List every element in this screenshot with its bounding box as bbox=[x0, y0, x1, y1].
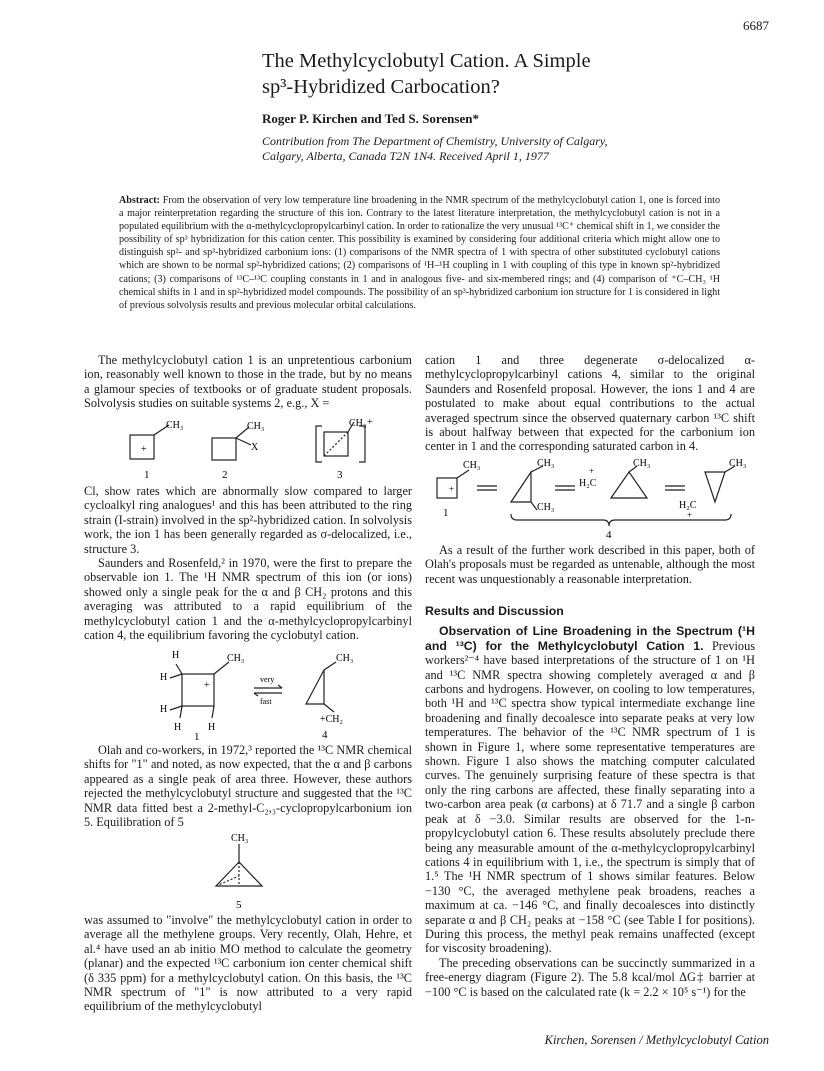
left-col-p2-block bbox=[84, 484, 412, 642]
abstract-label: Abstract: bbox=[119, 195, 160, 206]
scheme1-ch3-a: CH₃ bbox=[166, 420, 184, 431]
section-heading-results: Results and Discussion bbox=[425, 604, 564, 618]
right-paragraph-3-text: Previous workers²⁻⁴ have based interpretations of the structure of 1 on ¹H and ¹³C NMR spectra showing completely averaged α and β carbons and hydrogens. However, on cooling to low temperatures, both ¹H and ¹³C spectra show typical intermediate exchange line broadening and finally decoalesce into separate peaks at very low temperatures. The behavior of the ¹³C NMR spectrum of 1 is shown in Figure 1, where some representative temperatures are shown. Figure 1 also shows the matching computer calculated curves. The genuinely surprising feature of these spectra is that only the ring carbons are affected, these finally separating into a two-carbon area peak (α carbons) at δ 71.7 and a single β carbon peak at δ −3.0. Similar results are observed for the 1-n-propylcyclobutyl cation 6. These results absolutely preclude there being any measurable amount of the α-methylcyclopropylcarbinyl cations 4 in equilibrium with 1, i.e., the spectrum is simply that of 1.⁵ The ¹H NMR spectrum of 1 shows similar features. Below −130 °C, the averaged methylene peak broadens, reaches a maximum at ca. −146 °C, and finally decoalesces into distinctly separate α and β CH₂ peaks at −158 °C (see Table I for positions). During this process, the methyl peak remains unaffected (except for viscosity broadening). bbox=[425, 638, 756, 956]
right-col-p2-block bbox=[425, 543, 755, 586]
left-paragraph-4: Olah and co-workers, in 1972,³ reported the ¹³C NMR chemical shifts for "1" and noted, as now expected, that the α and β carbons appeared as a single peak of area three. However, these authors rejected the methylcyclobutyl structure and suggested that the ¹³C NMR data fitted best a 2-methyl-C₂,₃-cyclopropylcarbonium ion 5. Equilibration of 5 bbox=[84, 743, 412, 830]
scheme-5-structure bbox=[84, 830, 412, 910]
left-paragraph-2: Cl, show rates which are abnormally slow compared to larger cycloalkyl ring analogues¹ and this has been attributed to the ring strain (I-strain) involved in the sp²-hybridized cation. In solvolysis work, the ion 1 has been generally regarded as σ-delocalized, i.e., structure 3. bbox=[84, 484, 412, 556]
affiliation-line-2: Calgary, Alberta, Canada T2N 1N4. Received April 1, 1977 bbox=[262, 149, 549, 163]
scheme3-plus-a: + bbox=[449, 484, 455, 494]
scheme5-ch3: CH₃ bbox=[231, 833, 249, 844]
left-paragraph-1: The methylcyclobutyl cation 1 is an unpretentious carbonium ion, reasonably well known to those in the trade, but by no means a glamour species of textbooks or of graduate student proposals. Solvolysis studies on suitable systems 2, e.g., X = bbox=[84, 353, 412, 411]
scheme1-label-3: 3 bbox=[337, 469, 343, 480]
scheme1-ch3-c: CH₃ bbox=[349, 418, 367, 429]
scheme3-ch2-b: CH₃ bbox=[537, 502, 555, 513]
scheme3-label-4: 4 bbox=[606, 529, 612, 541]
scheme-2-equilibrium-1-4 bbox=[84, 646, 412, 742]
affiliation-line-1: Contribution from The Department of Chemistry, University of Calgary, bbox=[262, 134, 608, 148]
scheme3-ch3-c: CH₃ bbox=[633, 458, 651, 469]
scheme1-label-2: 2 bbox=[222, 469, 228, 480]
subsection-heading: Observation of Line Broadening in the Spectrum (¹H and ¹³C) for the Methylcyclobutyl Cation 1. bbox=[425, 624, 755, 653]
scheme3-ch3-a: CH₃ bbox=[463, 460, 481, 471]
scheme3-label-1: 1 bbox=[443, 507, 449, 519]
scheme3-plus-d: + bbox=[687, 510, 693, 520]
scheme1-x: X bbox=[251, 442, 259, 453]
scheme2-arrow-fast: fast bbox=[260, 697, 272, 706]
left-col-p1-block bbox=[84, 353, 412, 411]
title-line-1: The Methylcyclobutyl Cation. A Simple bbox=[262, 50, 591, 72]
left-col-p4-block bbox=[84, 743, 412, 829]
scheme2-ch3-left: CH₃ bbox=[227, 653, 245, 664]
affiliation bbox=[262, 134, 722, 164]
scheme-1-structures-1-2-3 bbox=[84, 418, 412, 480]
scheme2-ch2plus: +CH₂ bbox=[320, 714, 344, 725]
scheme2-h-lower: H bbox=[160, 704, 168, 715]
running-footer: Kirchen, Sorensen / Methylcyclobutyl Cation bbox=[544, 1033, 769, 1047]
left-paragraph-3: Saunders and Rosenfeld,² in 1970, were the first to prepare the observable ion 1. The ¹H NMR spectrum of this ion (or ions) showed only a single peak for the α and β CH₂ protons and this averaging was attributed to a rapid equilibrium of the methylcyclobutyl cation 1 and the α-methylcyclopropylcarbinyl cation 4, the equilibrium favoring the cyclobutyl cation. bbox=[84, 556, 412, 643]
scheme2-h-left: H bbox=[160, 672, 168, 683]
scheme3-h2c-d: H₂C bbox=[679, 500, 697, 511]
scheme2-h-beta: H bbox=[174, 722, 182, 733]
right-paragraph-2: As a result of the further work described in this paper, both of Olah's proposals must be regarded as untenable, although the most recent was unquestionably a reasonable interpretation. bbox=[425, 543, 755, 586]
scheme1-plus-c: + bbox=[367, 418, 373, 428]
scheme1-label-1: 1 bbox=[144, 469, 150, 480]
scheme3-ch3-b: CH₃ bbox=[537, 458, 555, 469]
scheme2-ch3-right: CH₃ bbox=[336, 653, 354, 664]
page-number: 6687 bbox=[743, 18, 769, 33]
scheme2-label-4: 4 bbox=[322, 729, 328, 741]
scheme3-plus-c: + bbox=[589, 466, 595, 476]
scheme2-h-alpha: H bbox=[172, 650, 180, 661]
article-title bbox=[262, 48, 742, 100]
scheme2-plus-left: + bbox=[204, 680, 210, 691]
scheme2-h-bottom: H bbox=[208, 722, 216, 733]
scheme3-ch3-d: CH₃ bbox=[729, 458, 747, 469]
abstract-text: From the observation of very low temperature line broadening in the NMR spectrum of the methylcyclobutyl cation 1, one is forced into a major reinterpretation regarding the structure of this ion. Contrary to the latest literature interpretation, the methylcyclobutyl cation is not in a populated equilibrium with the α-methylcyclopropylcarbinyl cation. In order to rationalize the very unusual ¹³C⁺ chemical shift in 1, we consider the possibility of sp³ hybridization for this cation center. This possibility is examined by considering four additional criteria which might allow one to distinguish sp²- and sp³-hybridized carbonium ions: (1) comparisons of the NMR spectra of 1 with spectra of other substituted cyclobutyl cations which are shown to be normal sp²-hybridized cations; (2) comparisons of ¹H–¹H coupling in 1 with coupling of this type in known sp²-hybridized cations; (3) comparisons of ¹³C–¹³C coupling constants in 1 and in analogous five- and six-membered rings; and (4) comparison of ⁺C–CH₃ ¹H chemical shifts in 1 and in sp²-hybridized model compounds. The possibility of an sp³-hybridized carbonium ion structure for 1 is considered in light of previous solvolysis results and previous molecular orbital calculations. bbox=[119, 195, 721, 311]
scheme5-label: 5 bbox=[236, 899, 242, 910]
scheme1-plus: + bbox=[141, 444, 147, 455]
scheme2-arrow-very: very bbox=[260, 675, 275, 684]
scheme-3-degenerate-equilibrium bbox=[425, 458, 755, 542]
right-col-p1-block bbox=[425, 353, 755, 454]
scheme1-ch3-b: CH₃ bbox=[247, 421, 265, 432]
right-paragraph-1: cation 1 and three degenerate σ-delocalized α-methylcyclopropylcarbinyl cations 4, similar to the original Saunders and Rosenfeld proposal. However, the ions 1 and 4 are postulated to make about equal contributions to the actual averaged spectrum since the observed quaternary carbon ¹³C shift is about halfway between that expected for the carbonium ion center in 1 and the corresponding saturated carbon in 4. bbox=[425, 353, 755, 454]
authors: Roger P. Kirchen and Ted S. Sorensen* bbox=[262, 111, 479, 126]
abstract bbox=[119, 194, 720, 312]
scheme2-label-1: 1 bbox=[194, 731, 200, 742]
right-paragraph-4: The preceding observations can be succinctly summarized in a free-energy diagram (Figure 2). The 5.8 kcal/mol ΔG‡ barrier at −100 °C is based on the calculated rate (k = 2.2 × 10⁵ s⁻¹) for the bbox=[425, 955, 755, 999]
title-line-2: sp³-Hybridized Carbocation? bbox=[262, 76, 500, 98]
left-col-p5-block bbox=[84, 913, 412, 1014]
left-paragraph-5: was assumed to "involve" the methylcyclobutyl cation in order to average all the methylene groups. Very recently, Olah, Hehre, et al.⁴ have used an ab initio MO method to calculate the geometry (planar) and the expected ¹³C carbonium ion center chemical shift (δ 335 ppm) for a methylcyclobutyl cation. On this basis, the ¹³C NMR spectrum of "1" is now attributed to a very rapid equilibrium of the methylcyclobutyl bbox=[84, 913, 412, 1014]
results-section bbox=[425, 604, 755, 999]
scheme3-h2c: H₂C bbox=[579, 478, 597, 489]
right-paragraph-3 bbox=[425, 624, 755, 955]
